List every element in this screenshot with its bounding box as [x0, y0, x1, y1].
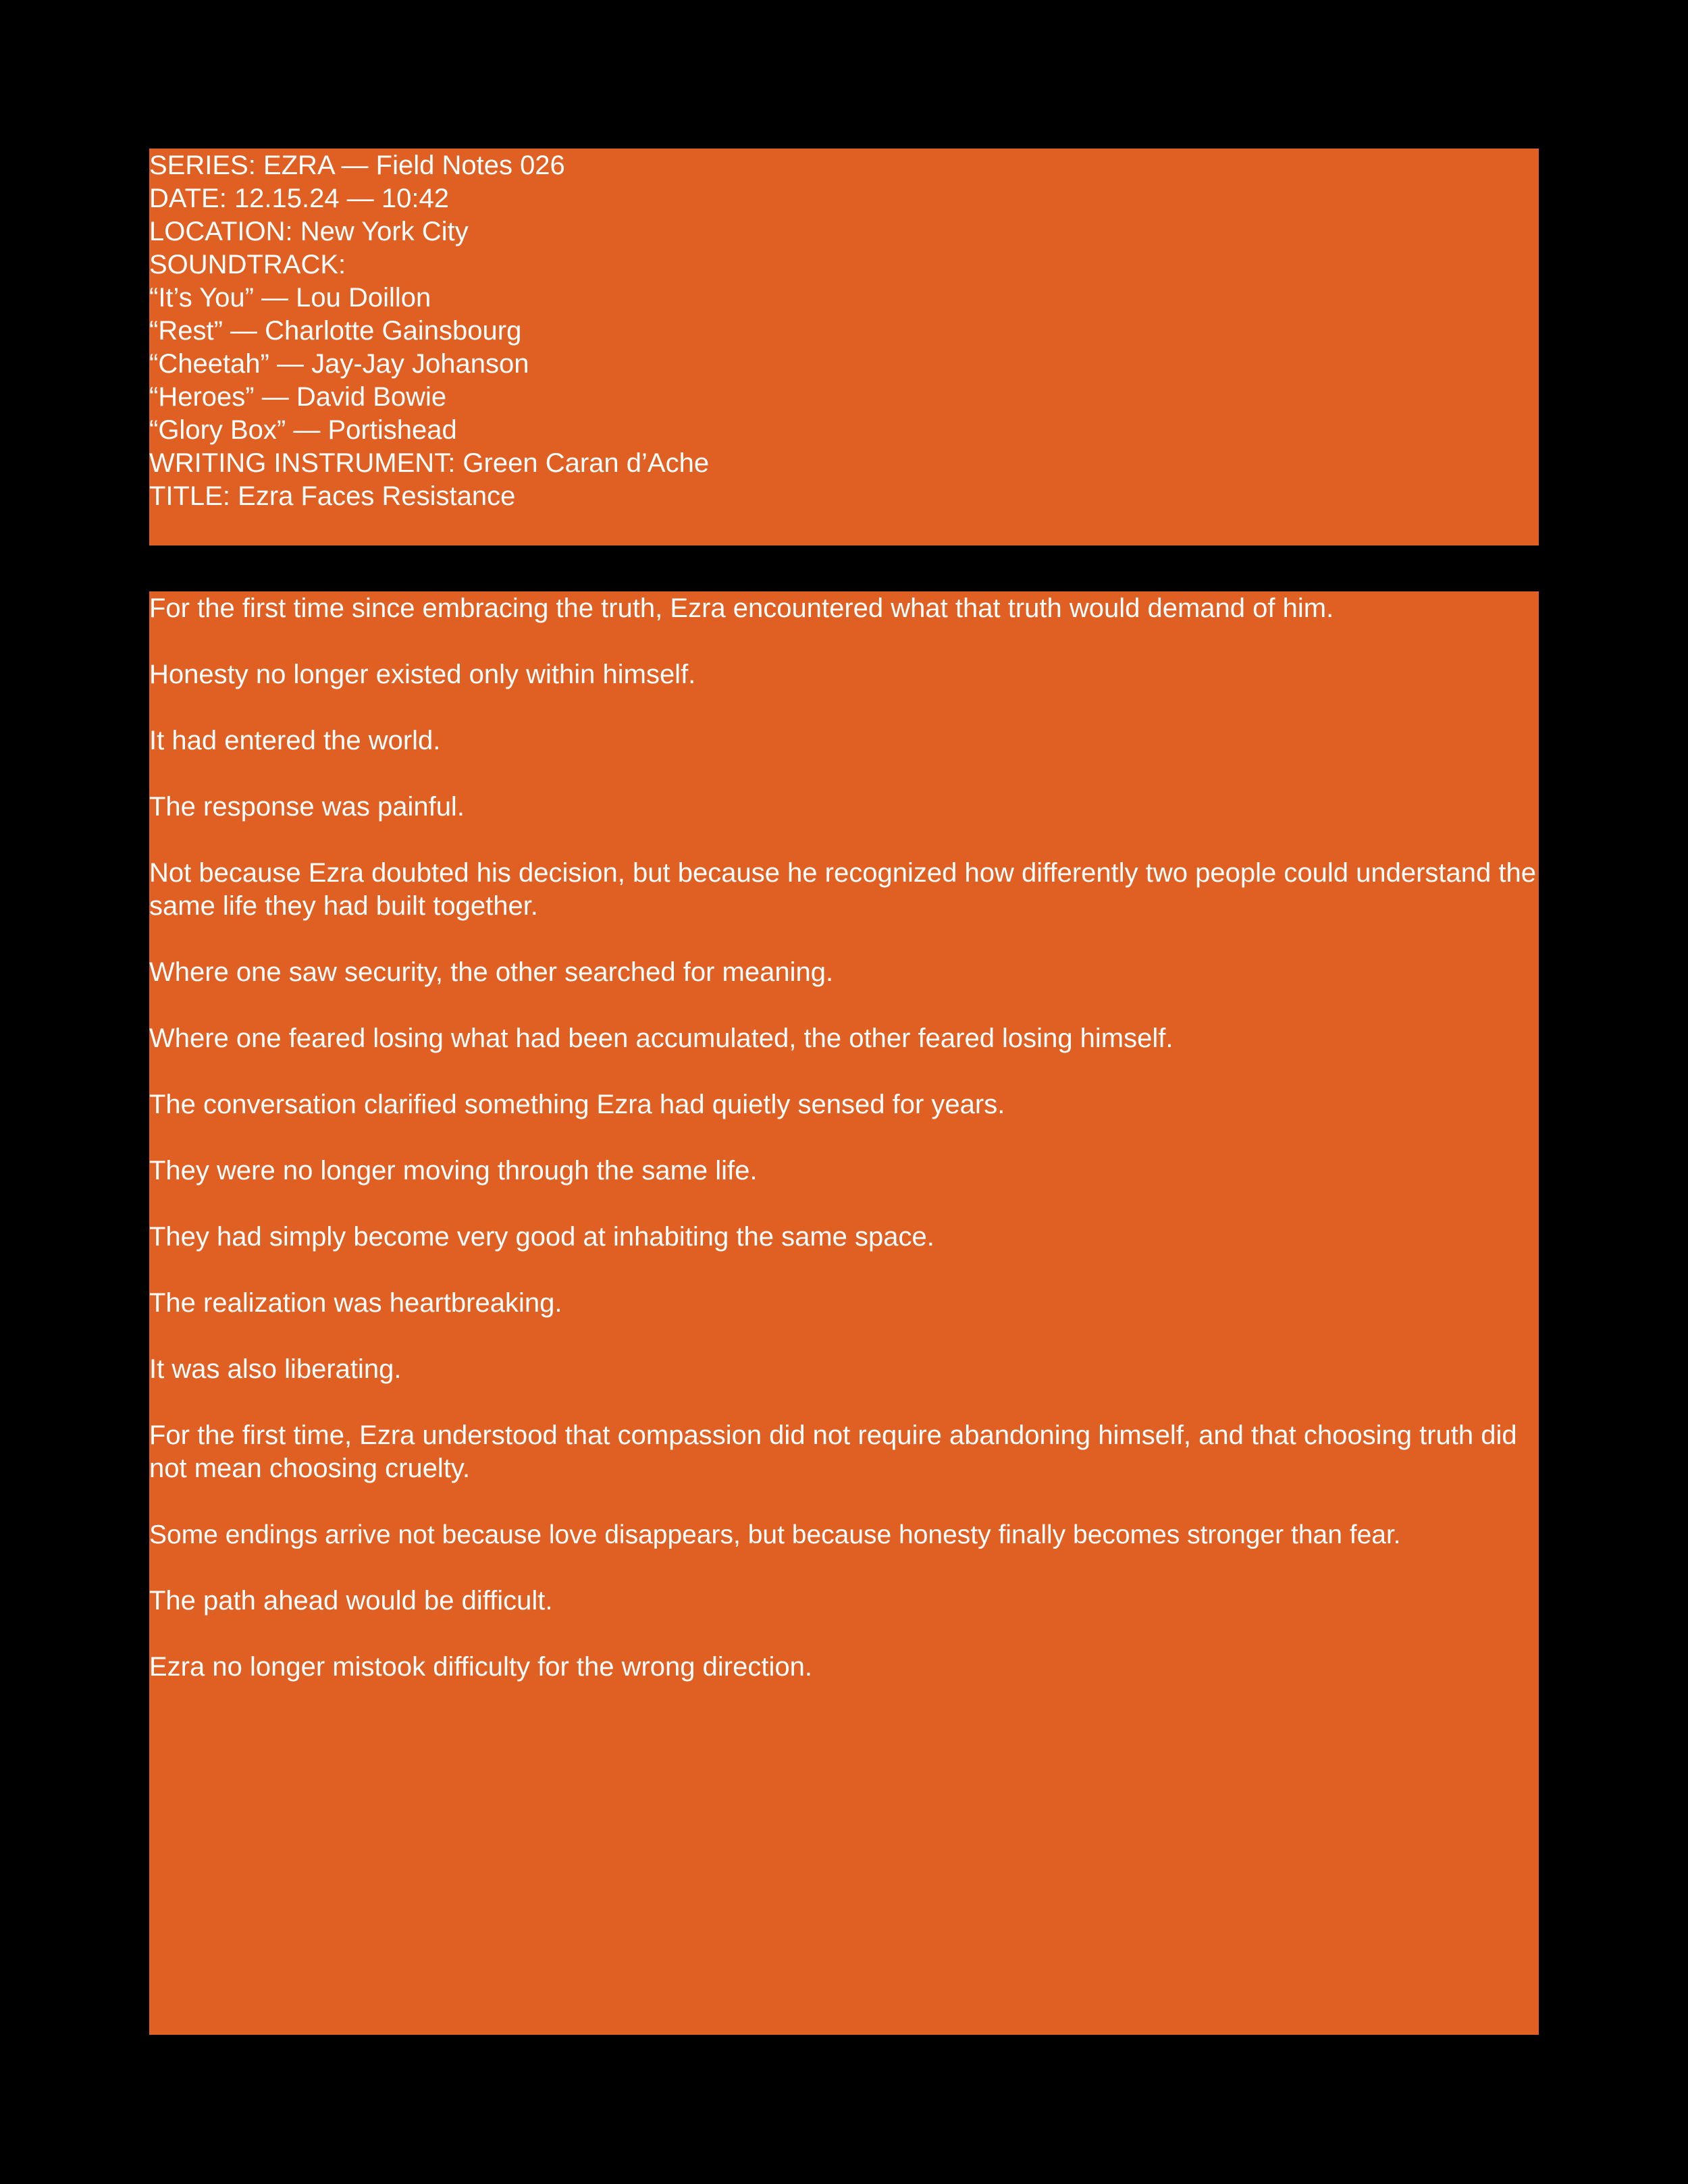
location-line: LOCATION: New York City [149, 217, 469, 246]
story-paragraph: They were no longer moving through the same life. [149, 1156, 758, 1186]
story-paragraph: They had simply become very good at inhabiting the same space. [149, 1222, 934, 1252]
soundtrack-track: “Rest” — Charlotte Gainsbourg [149, 316, 522, 346]
story-paragraph: The response was painful. [149, 792, 465, 822]
story-paragraph: Honesty no longer existed only within himself. [149, 660, 696, 689]
story-paragraph: Ezra no longer mistook difficulty for the wrong direction. [149, 1652, 812, 1682]
story-paragraph: It was also liberating. [149, 1354, 402, 1384]
series-line: SERIES: EZRA — Field Notes 026 [149, 151, 565, 180]
story-paragraph: For the first time since embracing the truth, Ezra encountered what that truth would demand of him. [149, 593, 1334, 623]
date-line: DATE: 12.15.24 — 10:42 [149, 184, 449, 213]
story-paragraph: The conversation clarified something Ezra had quietly sensed for years. [149, 1090, 1005, 1119]
metadata-list [149, 149, 1539, 513]
story-paragraph: For the first time, Ezra understood that compassion did not require abandoning himself, and that choosing truth did not mean choosing cruelty. [149, 1420, 1517, 1483]
story-paragraph: Where one feared losing what had been accumulated, the other feared losing himself. [149, 1023, 1173, 1053]
story-paragraph: The realization was heartbreaking. [149, 1288, 562, 1318]
story-panel [149, 591, 1539, 2035]
soundtrack-track: “It’s You” — Lou Doillon [149, 283, 431, 313]
soundtrack-track: “Cheetah” — Jay-Jay Johanson [149, 349, 529, 379]
soundtrack-track: “Heroes” — David Bowie [149, 382, 447, 412]
title-line: TITLE: Ezra Faces Resistance [149, 481, 516, 511]
story-paragraph: The path ahead would be difficult. [149, 1586, 553, 1616]
instrument-line: WRITING INSTRUMENT: Green Caran d’Ache [149, 448, 710, 478]
soundtrack-label: SOUNDTRACK: [149, 250, 346, 279]
story-paragraph: Where one saw security, the other searched for meaning. [149, 957, 834, 987]
story-paragraph: Not because Ezra doubted his decision, but because he recognized how differently two people could understand the same life they had built together. [149, 858, 1536, 921]
story-text [149, 591, 1539, 1684]
story-paragraph: Some endings arrive not because love disappears, but because honesty finally becomes stronger than fear. [149, 1520, 1401, 1549]
metadata-panel [149, 149, 1539, 545]
story-paragraph: It had entered the world. [149, 726, 441, 755]
soundtrack-track: “Glory Box” — Portishead [149, 415, 457, 445]
